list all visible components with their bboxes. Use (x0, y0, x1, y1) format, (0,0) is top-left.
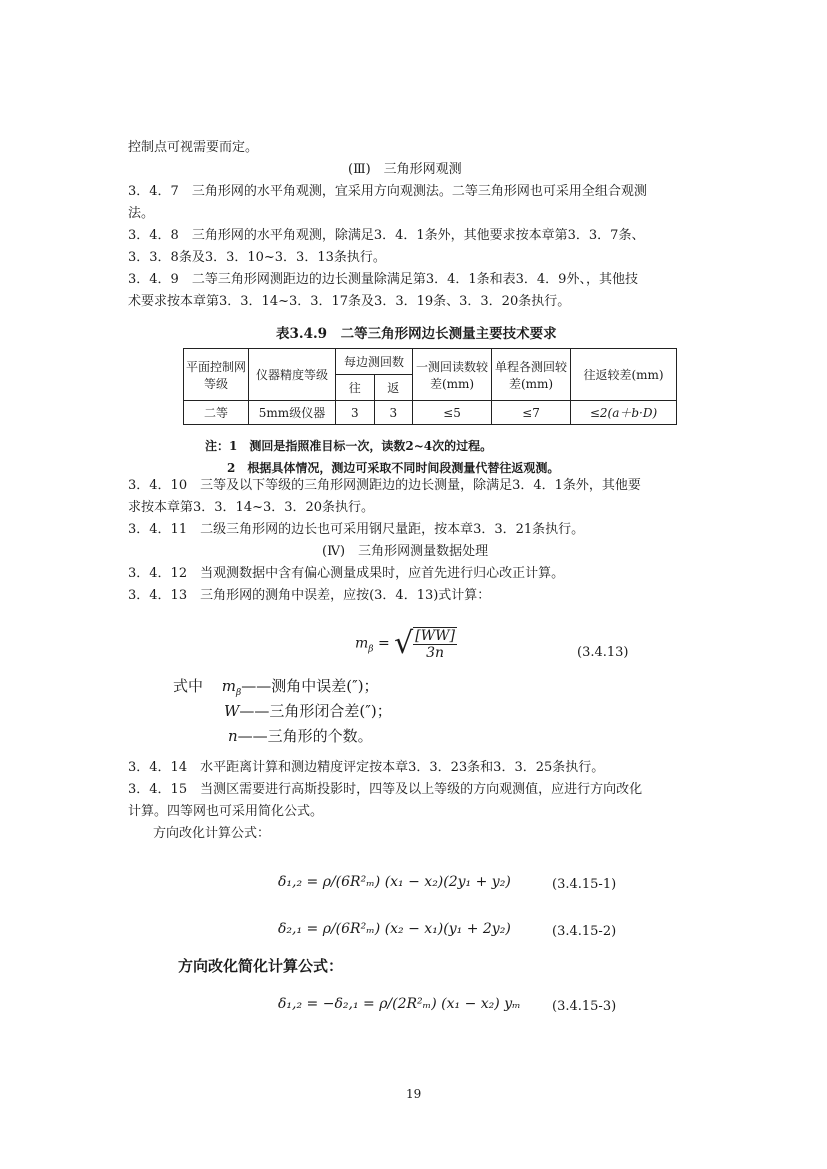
cell-round-diff: ≤2(a＋b·D) (571, 401, 677, 425)
cell-read-diff: ≤5 (413, 401, 492, 425)
section-heading: (Ⅳ) 三角形网测量数据处理 (322, 544, 489, 559)
header-single-diff: 单程各测回较差(mm) (492, 349, 571, 401)
table-row (184, 401, 677, 425)
text-line: 3．4．15 当测区需要进行高斯投影时，四等及以上等级的方向观测值，应进行方向改化 (128, 782, 643, 797)
header-backward: 返 (374, 375, 413, 401)
where-n: n——三角形的个数。 (228, 727, 373, 745)
text-line: 3．4．7 三角形网的水平角观测，宜采用方向观测法。二等三角形网也可采用全组合观测 (128, 184, 647, 199)
cell-instrument: 5mm级仪器 (249, 401, 336, 425)
formula-3413: $m_\beta$ = √ $\frac{[WW]}{3n}$ (355, 626, 455, 661)
equation-number: (3.4.15-1) (552, 877, 617, 892)
formula-3415-2: δ₂,₁ = ρ/(6R²ₘ) (x₂ − x₁)(y₁ + 2y₂) (278, 921, 511, 937)
cell-backward: 3 (374, 401, 413, 425)
header-round-diff: 往返较差(mm) (571, 349, 677, 401)
cell-single-diff: ≤7 (492, 401, 571, 425)
table-note: 2 根据具体情况，测边可采取不同时间段测量代替往返观测。 (227, 461, 560, 475)
formula-3415-1: δ₁,₂ = ρ/(6R²ₘ) (x₁ − x₂)(2y₁ + y₂) (278, 874, 511, 890)
text-line: 3．4．10 三等及以下等级的三角形网测距边的边长测量，除满足3．4．1条外，其他要 (128, 478, 641, 493)
technical-requirements-table (183, 348, 677, 425)
text-line: 3．4．13 三角形网的测角中误差，应按(3．4．13)式计算： (128, 588, 491, 603)
equation-number: (3.4.15-2) (552, 924, 617, 939)
header-instrument: 仪器精度等级 (249, 349, 336, 401)
text-line: 3．4．9 二等三角形网测距边的边长测量除满足第3．4．1条和表3．4．9外、，其他技 (128, 272, 638, 287)
header-forward: 往 (336, 375, 375, 401)
text-line: 3．4．14 水平距离计算和测边精度评定按本章3．3．23条和3．3．25条执行。 (128, 760, 605, 775)
where-w: W——三角形闭合差(″)； (224, 702, 392, 720)
section-heading: (Ⅲ) 三角形网观测 (348, 162, 462, 177)
header-read-diff: 一测回读数较差(mm) (413, 349, 492, 401)
text-line: 3．4．12 当观测数据中含有偏心测量成果时，应首先进行归心改正计算。 (128, 566, 565, 581)
text-line: 术要求按本章第3．3．14~3．3．17条及3．3．19条、3．3．20条执行。 (128, 294, 571, 309)
equation-number: (3.4.13) (577, 645, 629, 660)
cell-forward: 3 (336, 401, 375, 425)
text-line: 求按本章第3．3．14~3．3．20条执行。 (128, 500, 375, 515)
text-line: 3．4．8 三角形网的水平角观测，除满足3．4．1条外，其他要求按本章第3．3．7条、 (128, 228, 645, 243)
text-line: 法。 (128, 206, 155, 221)
text-line: 计算。四等网也可采用简化公式。 (128, 804, 324, 819)
text-line: 方向改化简化计算公式： (178, 957, 344, 975)
formula-3415-3: δ₁,₂ = −δ₂,₁ = ρ/(2R²ₘ) (x₁ − x₂) yₘ (278, 996, 521, 1012)
page-number: 19 (406, 1087, 422, 1101)
equation-number: (3.4.15-3) (552, 999, 617, 1014)
where-intro: 式中 $m_\beta——$测角中误差(″)； (173, 677, 379, 698)
header-rounds: 每边测回数 (336, 349, 413, 375)
header-level: 平面控制网等级 (184, 349, 249, 401)
table-caption: 表3.4.9 二等三角形网边长测量主要技术要求 (276, 326, 557, 342)
text-line: 控制点可视需要而定。 (128, 140, 259, 155)
text-line: 3．3．8条及3．3．10~3．3．13条执行。 (128, 250, 386, 265)
table-note: 注：1 测回是指照准目标一次，读数2~4次的过程。 (205, 439, 493, 453)
cell-level: 二等 (184, 401, 249, 425)
text-line: 方向改化计算公式： (153, 826, 271, 841)
text-line: 3．4．11 二级三角形网的边长也可采用钢尺量距，按本章3．3．21条执行。 (128, 522, 585, 537)
